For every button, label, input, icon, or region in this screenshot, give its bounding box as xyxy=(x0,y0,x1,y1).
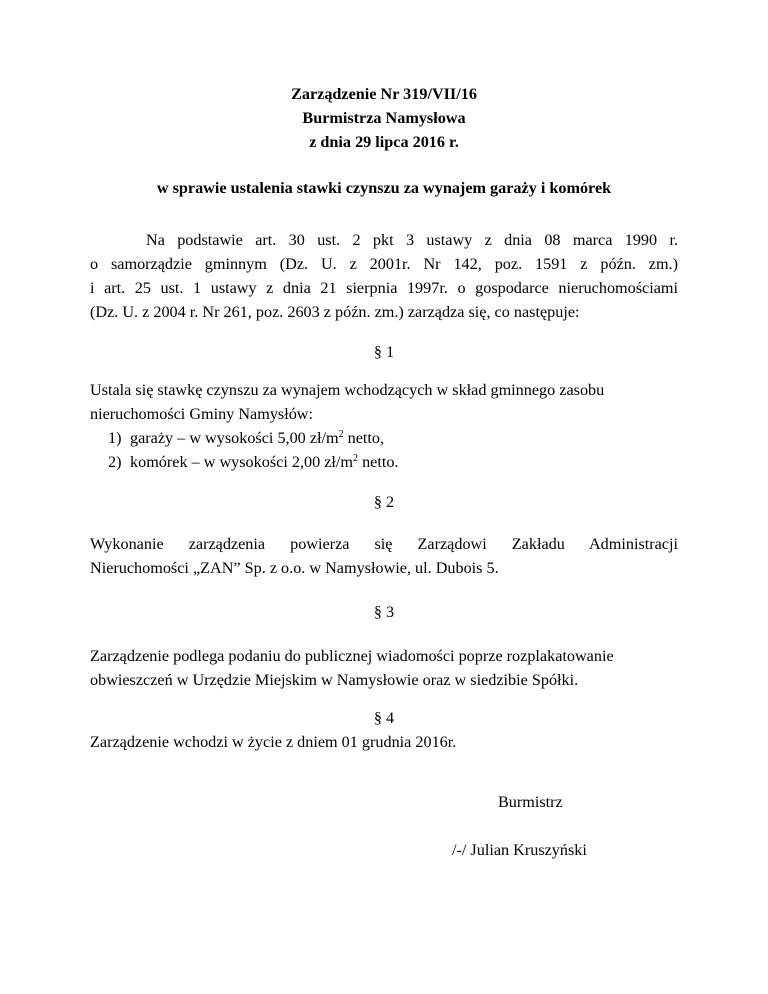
section-3-body xyxy=(90,644,678,692)
signature-role: Burmistrz xyxy=(498,793,563,811)
list-number: 2) xyxy=(108,453,122,471)
list-item-garages xyxy=(90,426,678,450)
section-2-line: Wykonanie zarządzenia powierza się Zarządowi Zakładu Administracji xyxy=(90,535,678,553)
superscript: 2 xyxy=(353,453,359,464)
section-2-body xyxy=(90,532,678,580)
section-1-intro: Ustala się stawkę czynszu za wynajem wchodzących w skład gminnego zasobu xyxy=(90,381,605,399)
document-date: z dnia 29 lipca 2016 r. xyxy=(309,133,459,151)
list-item-storerooms xyxy=(90,450,678,474)
preamble-line: o samorządzie gminnym (Dz. U. z 2001r. Nr 142, poz. 1591 z późn. zm.) xyxy=(90,255,678,273)
section-4-sign: § 4 xyxy=(373,709,395,727)
list-suffix: netto. xyxy=(358,453,399,471)
preamble-line: Na podstawie art. 30 ust. 2 pkt 3 ustawy z dnia 08 marca 1990 r. xyxy=(146,231,678,249)
list-number: 1) xyxy=(108,429,122,447)
list-suffix: netto, xyxy=(343,429,385,447)
section-3-sign: § 3 xyxy=(373,603,395,621)
section-1-intro: nieruchomości Gminy Namysłów: xyxy=(90,405,313,423)
document-issuer: Burmistrza Namysłowa xyxy=(302,109,466,127)
section-1-sign: § 1 xyxy=(373,343,395,361)
signature-name: /-/ Julian Kruszyński xyxy=(452,841,587,859)
section-4-body xyxy=(90,730,678,754)
section-2-sign: § 2 xyxy=(373,493,395,511)
list-text: garaży – w wysokości 5,00 zł/m xyxy=(130,429,339,447)
section-1-body xyxy=(90,378,678,474)
section-3-line: obwieszczeń w Urzędzie Miejskim w Namysłowie oraz w siedzibie Spółki. xyxy=(90,671,579,689)
preamble-line: i art. 25 ust. 1 ustawy z dnia 21 sierpnia 1997r. o gospodarce nieruchomościami xyxy=(90,279,678,297)
preamble-line: (Dz. U. z 2004 r. Nr 261, poz. 2603 z późn. zm.) zarządza się, co następuje: xyxy=(90,303,580,321)
section-3-line: Zarządzenie podlega podaniu do publicznej wiadomości poprze rozplakatowanie xyxy=(90,647,614,665)
document-title: Zarządzenie Nr 319/VII/16 xyxy=(291,85,477,103)
section-2-line: Nieruchomości „ZAN” Sp. z o.o. w Namysłowie, ul. Dubois 5. xyxy=(90,559,499,577)
preamble xyxy=(90,228,678,324)
section-4-line: Zarządzenie wchodzi w życie z dniem 01 grudnia 2016r. xyxy=(90,733,457,751)
document-subject: w sprawie ustalenia stawki czynszu za wynajem garaży i komórek xyxy=(156,179,612,197)
superscript: 2 xyxy=(338,429,344,440)
list-text: komórek – w wysokości 2,00 zł/m xyxy=(130,453,354,471)
